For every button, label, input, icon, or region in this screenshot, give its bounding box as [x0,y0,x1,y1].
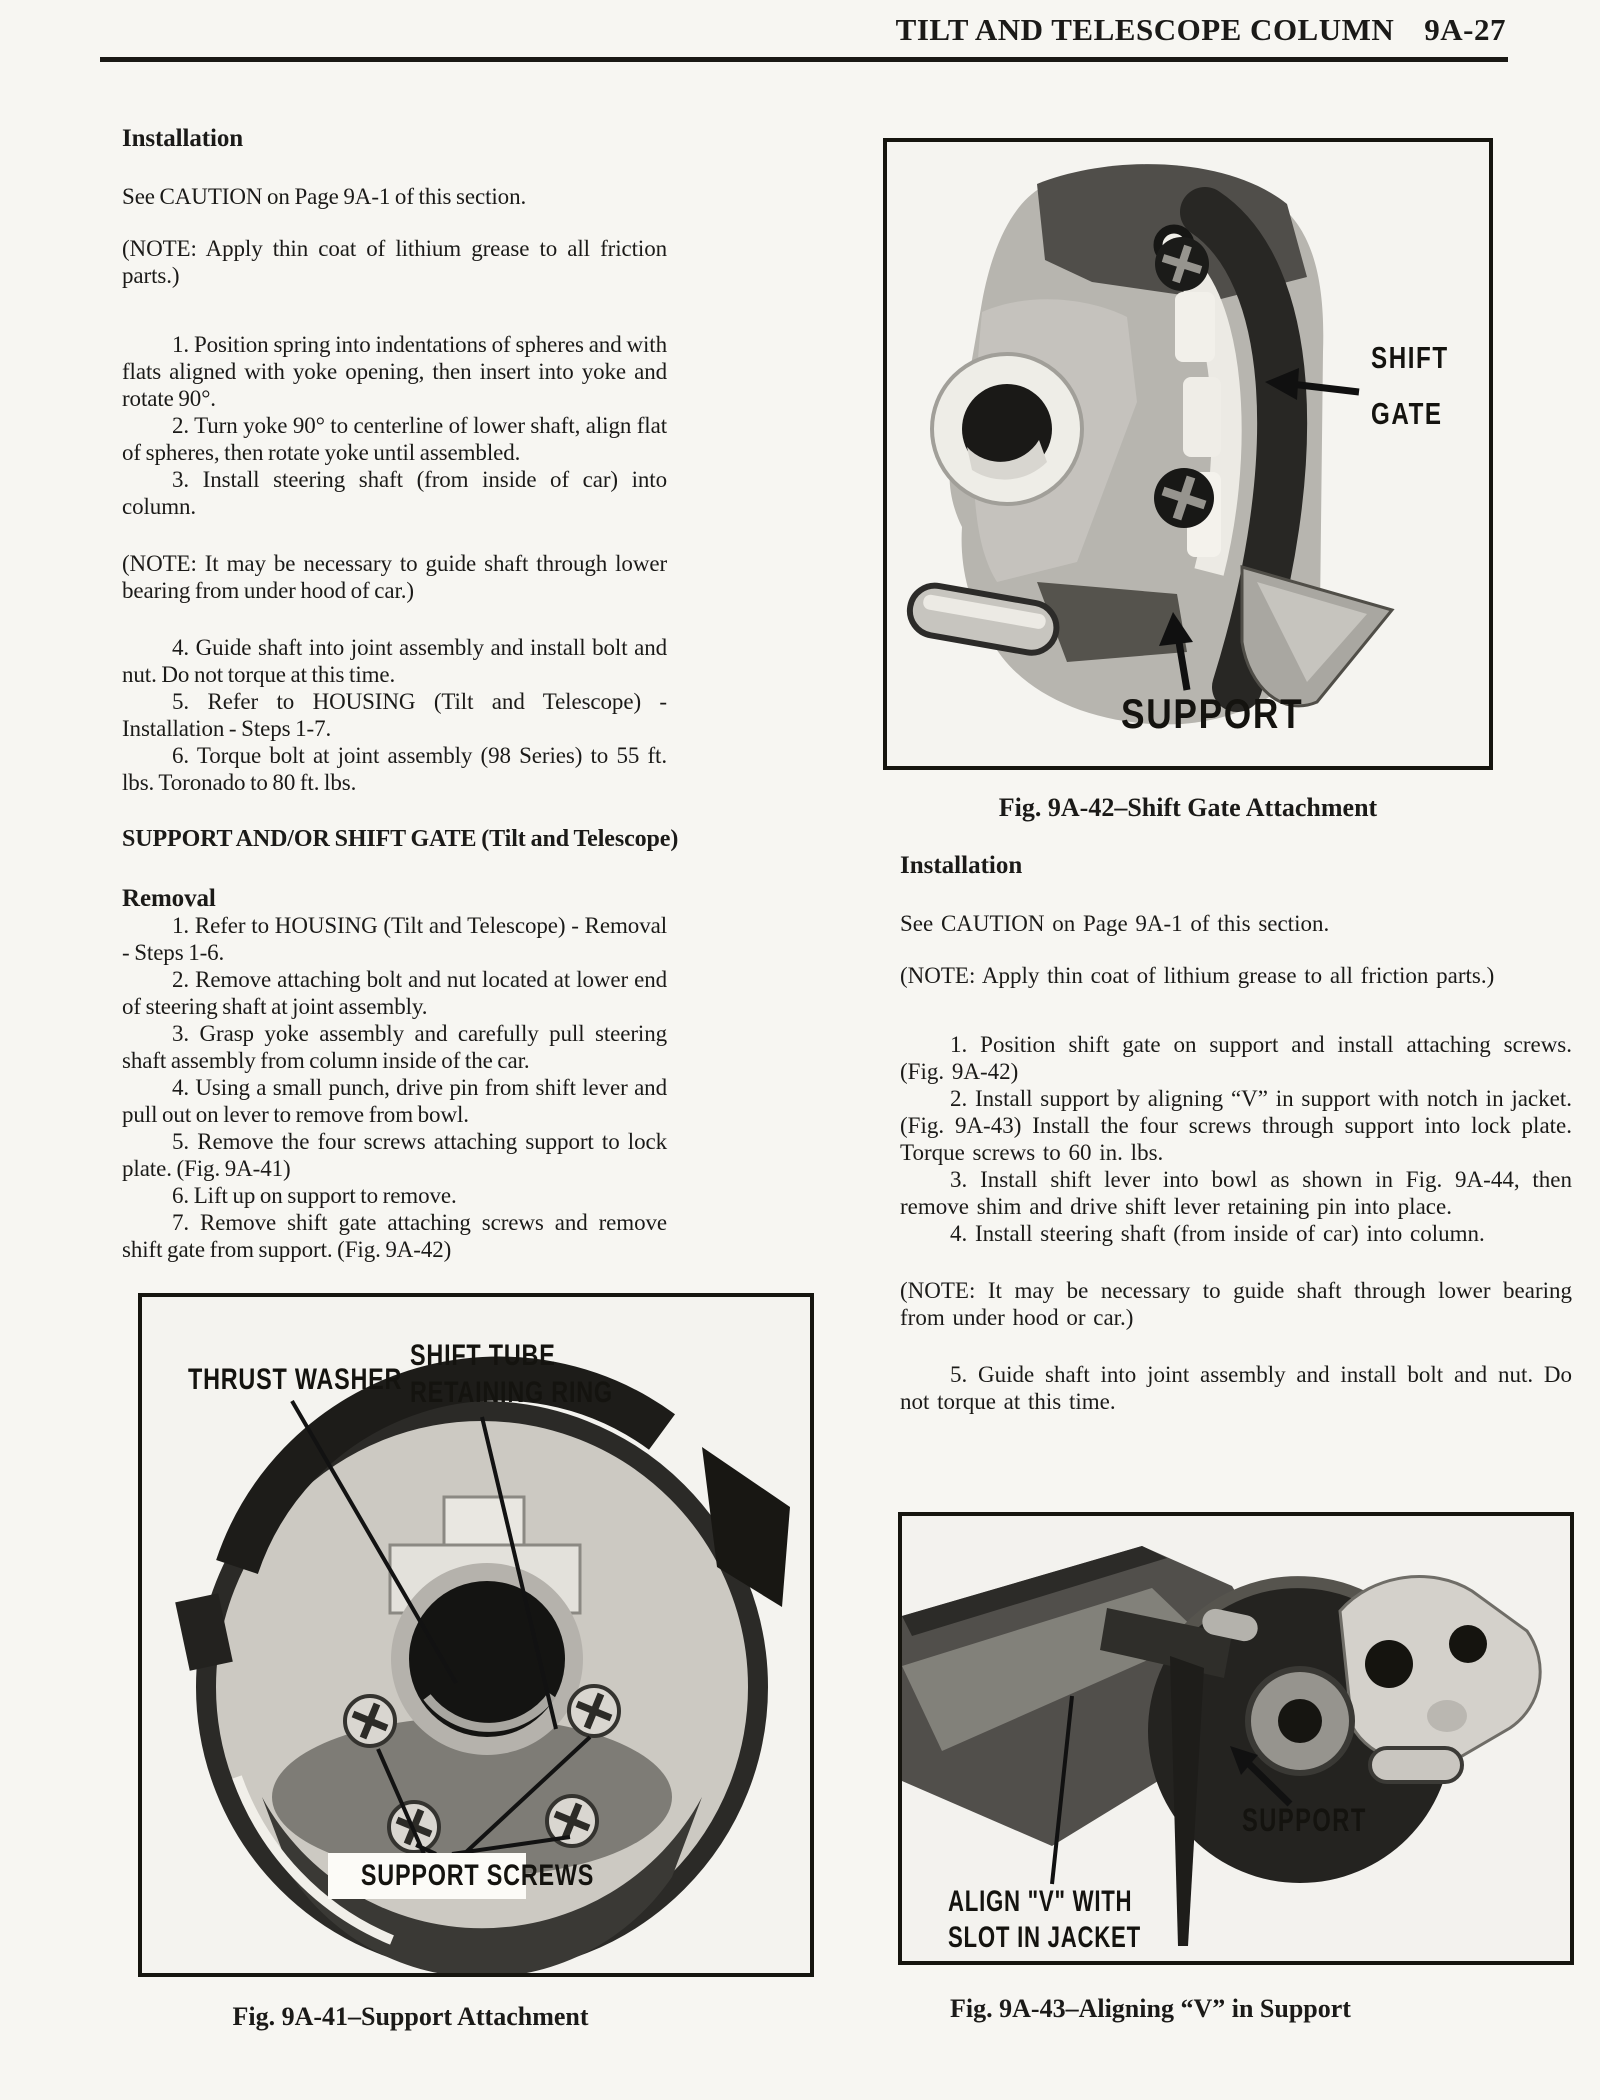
figure-9a42-box [883,138,1493,770]
install-step-5: 5. Refer to HOUSING (Tilt and Telescope) - Installation - Steps 1-7. [122,689,667,741]
support-screws-label [328,1853,595,1899]
support-label-fig42: SUPPORT [1121,690,1304,737]
note-grease-left: (NOTE: Apply thin coat of lithium grease to all friction parts.) [122,236,667,288]
right-install-step-5: 5. Guide shaft into joint assembly and install bolt and nut. Do not torque at this time. [900,1362,1572,1414]
shift-tube-retaining-ring-label [410,1337,613,1411]
align-v-label [948,1884,1141,1956]
header-title: TILT AND TELESCOPE COLUMN [895,12,1395,47]
header-rule [100,57,1508,62]
shift-tube-label-line1: SHIFT TUBE [410,1339,556,1372]
support-screws-label-text: SUPPORT SCREWS [360,1859,595,1892]
shift-tube-label-line2: RETAINING RING [410,1376,613,1409]
align-v-label-line1: ALIGN "V" WITH [948,1885,1133,1918]
figure-9a43-caption: Fig. 9A-43–Aligning “V” in Support [950,1994,1351,2023]
right-install-step-2: 2. Install support by aligning “V” in support with notch in jacket. (Fig. 9A-43) Install the four screws through support into lock plate. Torque screws to 60 in. lbs. [900,1086,1572,1165]
note-guide-right: (NOTE: It may be necessary to guide shaft through lower bearing from under hood or car.) [900,1278,1572,1330]
note-guide-left: (NOTE: It may be necessary to guide shaft through lower bearing from under hood of car.) [122,551,667,603]
figure-9a41-box [138,1293,814,1977]
removal-step-6: 6. Lift up on support to remove. [172,1183,457,1208]
shift-gate-label-line1: SHIFT [1371,340,1449,375]
right-column [900,852,1572,1415]
removal-heading: Removal [122,885,216,912]
removal-step-7: 7. Remove shift gate attaching screws and remove shift gate from support. (Fig. 9A-42) [122,1210,667,1262]
removal-step-5: 5. Remove the four screws attaching support to lock plate. (Fig. 9A-41) [122,1129,667,1181]
note-grease-right: (NOTE: Apply thin coat of lithium grease to all friction parts.) [900,963,1495,988]
figure-9a42-photo [887,142,1489,766]
caution-text-left: See CAUTION on Page 9A-1 of this section. [122,184,527,209]
left-column [122,125,679,1263]
removal-step-3: 3. Grasp yoke assembly and carefully pull steering shaft assembly from column inside of the car. [122,1021,667,1073]
installation-heading-left: Installation [122,125,244,152]
right-install-step-1: 1. Position shift gate on support and install attaching screws. (Fig. 9A-42) [900,1032,1572,1084]
figure-9a41-caption: Fig. 9A-41–Support Attachment [232,2002,589,2031]
install-step-2: 2. Turn yoke 90° to centerline of lower shaft, align flat of spheres, then rotate yoke until assembled. [122,413,667,465]
header-page-number: 9A-27 [1424,12,1506,47]
page-header [700,12,1506,48]
shift-gate-label-line2: GATE [1371,396,1443,431]
support-shift-gate-heading: SUPPORT AND/OR SHIFT GATE (Tilt and Telescope) [122,826,679,852]
removal-step-4: 4. Using a small punch, drive pin from shift lever and pull out on lever to remove from bowl. [122,1075,667,1127]
installation-heading-right: Installation [900,852,1023,879]
caution-text-right: See CAUTION on Page 9A-1 of this section. [900,911,1330,936]
install-step-1: 1. Position spring into indentations of spheres and with flats aligned with yoke opening, then insert into yoke and rotate 90°. [122,332,667,411]
install-step-4: 4. Guide shaft into joint assembly and install bolt and nut. Do not torque at this time. [122,635,667,687]
figure-9a42-caption: Fig. 9A-42–Shift Gate Attachment [998,793,1378,822]
removal-step-1: 1. Refer to HOUSING (Tilt and Telescope) - Removal - Steps 1-6. [122,913,667,965]
thrust-washer-label: THRUST WASHER [188,1363,403,1396]
right-install-step-3: 3. Install shift lever into bowl as shown in Fig. 9A-44, then remove shim and drive shift lever retaining pin into place. [900,1167,1572,1219]
figure-9a43-box [898,1512,1574,1965]
removal-step-2: 2. Remove attaching bolt and nut located at lower end of steering shaft at joint assembly. [122,967,667,1019]
install-step-3: 3. Install steering shaft (from inside of car) into column. [122,467,667,519]
right-install-step-4: 4. Install steering shaft (from inside of car) into column. [950,1221,1485,1246]
support-label-fig43: SUPPORT [1242,1802,1367,1838]
shift-gate-label [1371,330,1449,442]
align-v-label-line2: SLOT IN JACKET [948,1921,1141,1954]
install-step-6: 6. Torque bolt at joint assembly (98 Series) to 55 ft. lbs. Toronado to 80 ft. lbs. [122,743,667,795]
